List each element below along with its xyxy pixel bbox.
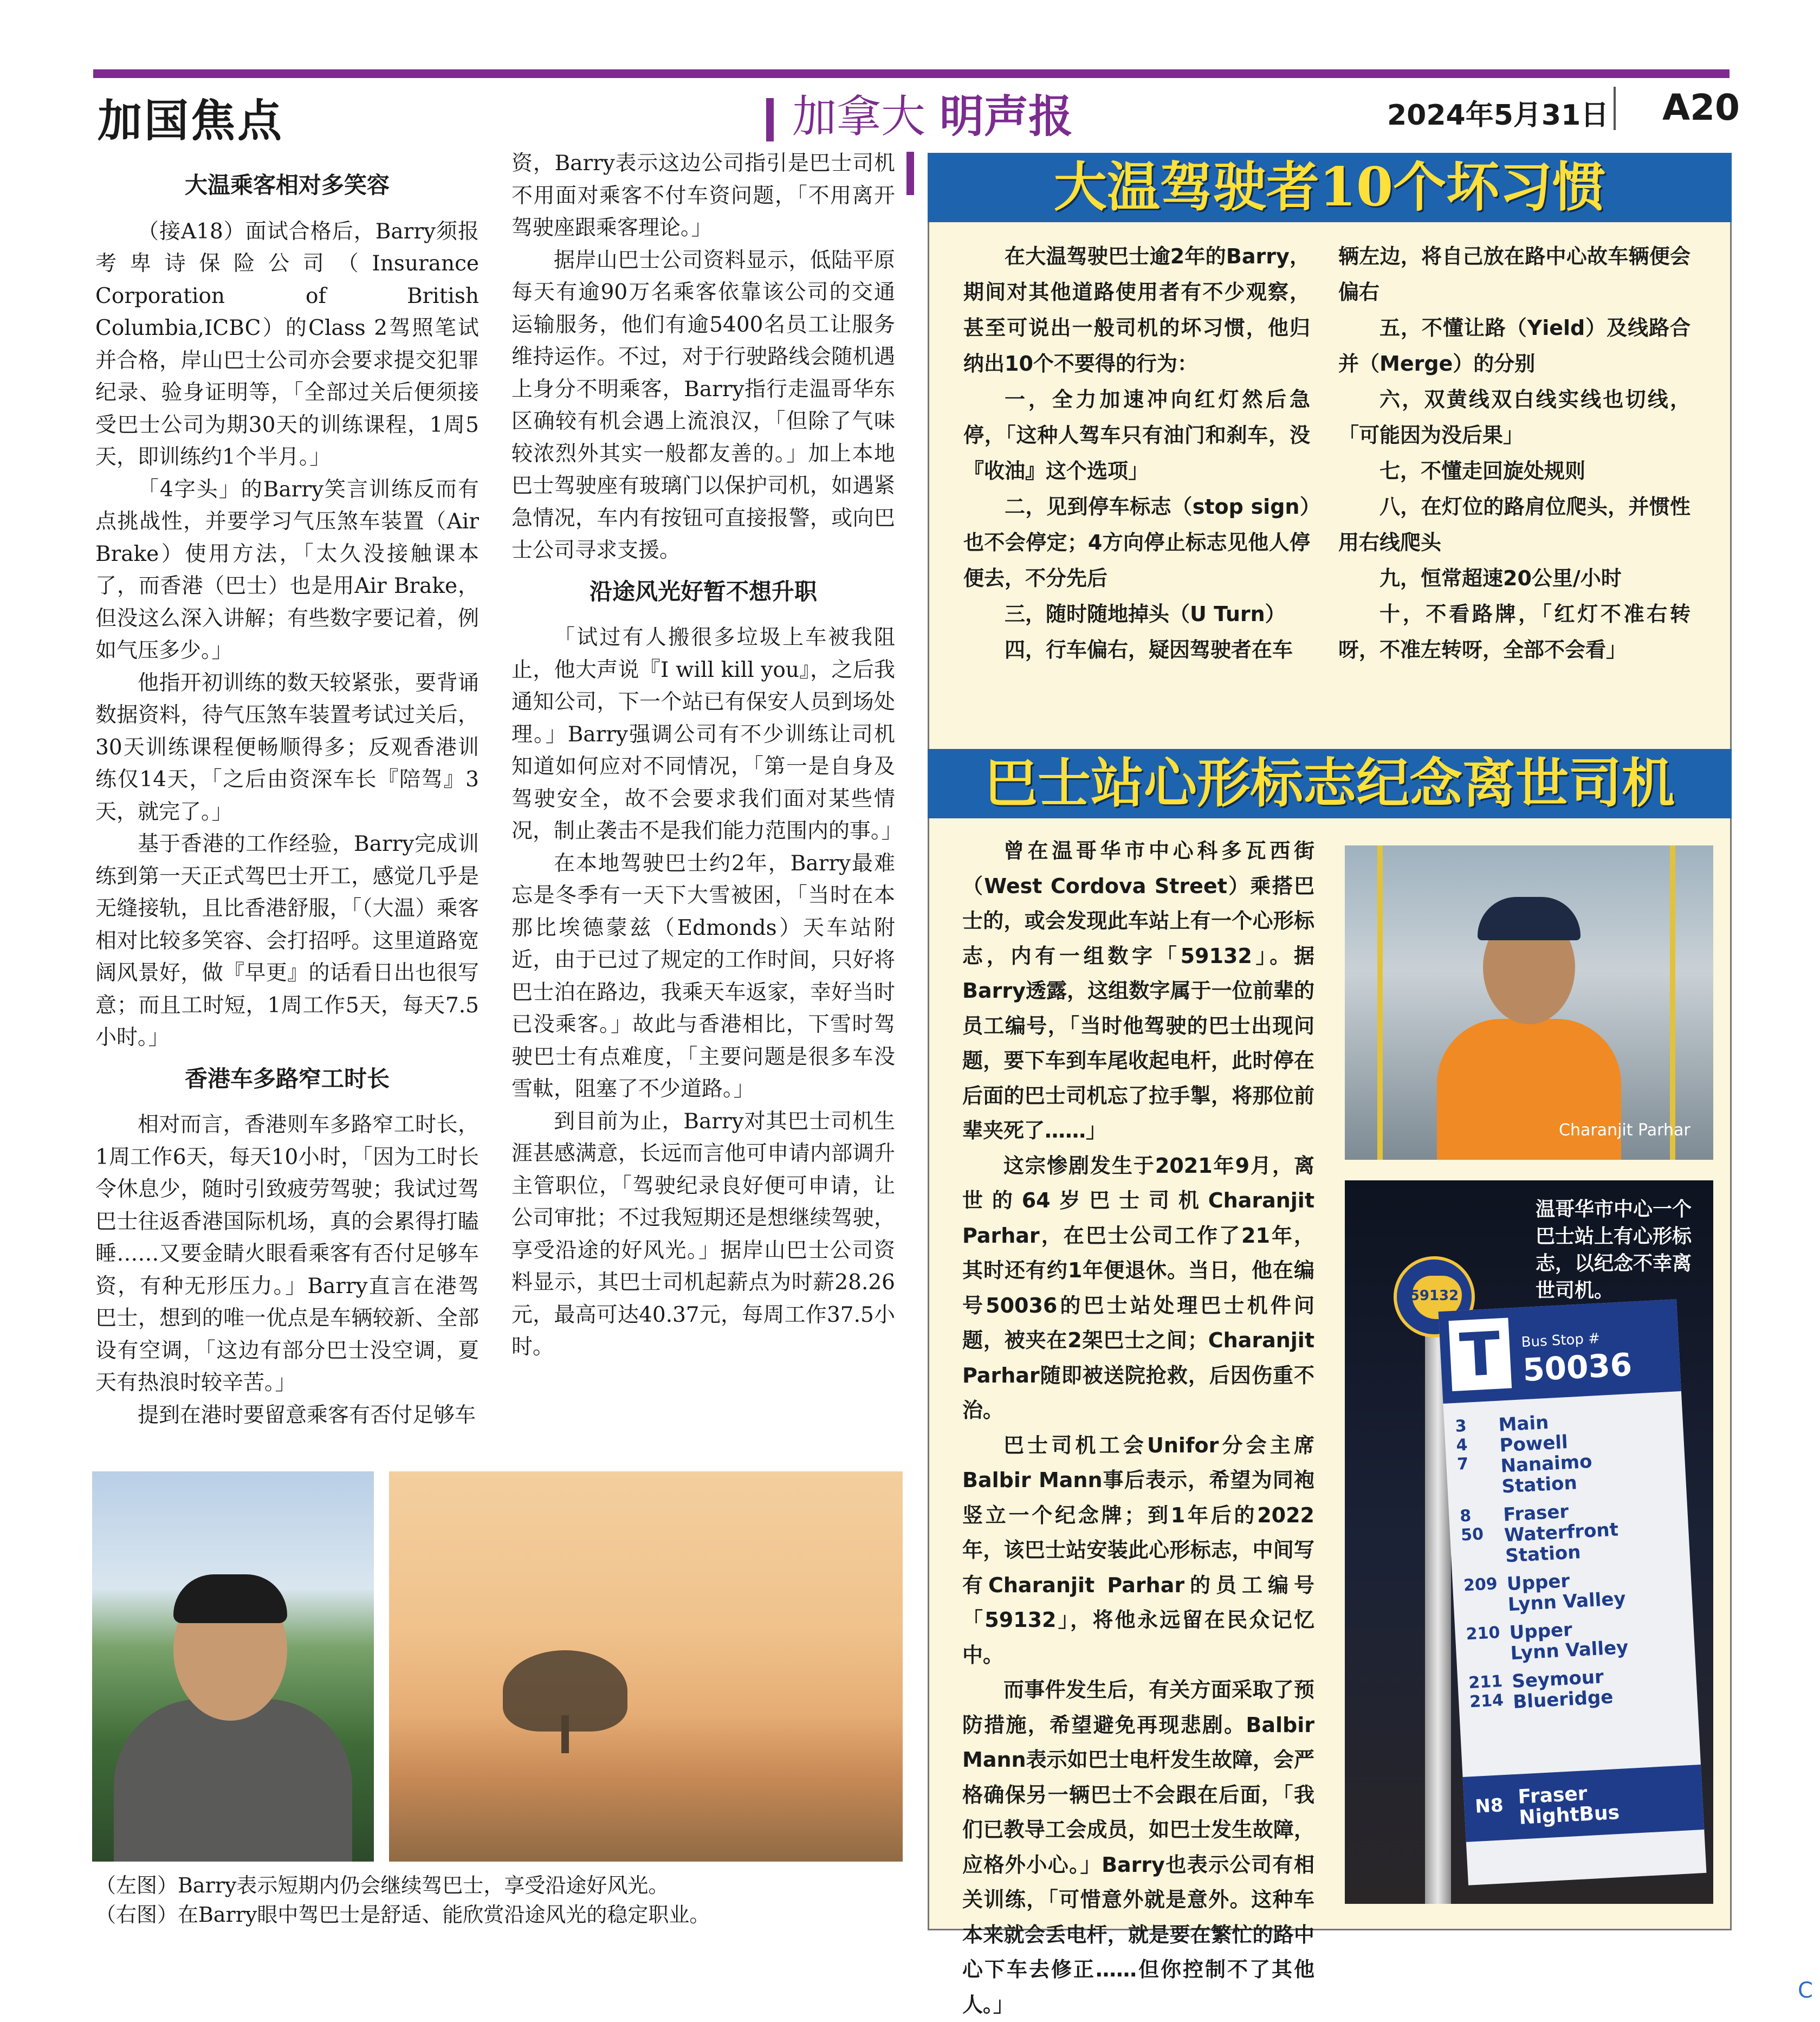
route-destination: Fraser NightBus (1517, 1782, 1621, 1829)
route-destination: Seymour Blueridge (1511, 1666, 1614, 1713)
photo-captions (95, 1871, 710, 1929)
paragraph: 巴士司机工会Unifor分会主席Balbir Mann事后表示，希望为同袍竖立一个纪念牌；到1年后的2022年，该巴士站安装此心形标志，中间写有Charanjit Parhar的员工编号「59132」，将他永远留在民众记忆中。 (962, 1433, 1314, 1667)
route-number: 3 4 7 (1454, 1416, 1469, 1474)
article-column-2 (511, 147, 903, 1364)
paragraph: 提到在港时要留意乘客有否付足够车 (138, 1403, 476, 1427)
barry-portrait-photo (92, 1471, 374, 1862)
route-destination: Fraser Waterfront Station (1502, 1501, 1619, 1567)
paragraph: 在本地驾驶巴士约2年，Barry最难忘是冬季有一天下大雪被困，「当时在本那比埃德蒙兹（Edmonds）天车站附近，由于已过了规定的工作时间，只好将巴士泊在路边，我乘天车返家，幸好当时已没乘客。」故此与香港相比，下雪时驾驶巴士有点难度，「主要问题是很多车没雪軚，阻塞了不少道路。」 (511, 851, 895, 1101)
paragraph: 在大温驾驶巴士逾2年的Barry，期间对其他道路使用者有不少观察，甚至可说出一般司机的坏习惯，他归纳出10个不要得的行为： (963, 244, 1310, 376)
route-row (1466, 1613, 1689, 1666)
article-column-1 (95, 160, 479, 1431)
date-divider (1614, 87, 1616, 130)
route-number: 211 214 (1468, 1671, 1504, 1712)
transit-logo: T (1448, 1318, 1512, 1392)
photo-figure-hair (173, 1574, 287, 1623)
route-number: 210 (1465, 1623, 1501, 1644)
subheading: 大温乘客相对多笑容 (184, 172, 390, 198)
memorial-article (962, 834, 1314, 2022)
bus-stop-sign-photo (1345, 1180, 1713, 1904)
memorial-headline: 巴士站心形标志纪念离世司机 (928, 749, 1732, 818)
paragraph: 四，行车偏右，疑因驾驶者在车 (1005, 638, 1293, 662)
paragraph: 他指开初训练的数天较紧张，要背诵数据资料，待气压煞车装置考试过关后，30天训练课程便畅顺得多；反观香港训练仅14天，「之后由资深车长『陪驾』3天，就完了。」 (95, 670, 479, 824)
photo-bus-pole (1377, 845, 1383, 1160)
photo-driver-cap (1478, 897, 1581, 940)
masthead-bar-right (906, 152, 914, 195)
paragraph: 七，不懂走回旋处规则 (1379, 459, 1586, 483)
habits-column-right (1338, 238, 1691, 668)
stop-number: 50036 (1521, 1346, 1633, 1389)
paragraph: 「4字头」的Barry笑言训练反而有点挑战性，并要学习气压煞车装置（Air Brake）使用方法，「太久没接触课本了，而香港（巴士）也是用Air Brake，但没这么深入讲解；有些数字要记着，例如气压多少。」 (95, 477, 479, 663)
route-number: 209 (1463, 1574, 1498, 1595)
issue-date: 2024年5月31日 (1387, 99, 1609, 132)
paragraph: 据岸山巴士公司资料显示，低陆平原每天有逾90万名乘客依靠该公司的交通运输服务，他们有逾5400名员工让服务维持运作。不过，对于行驶路线会随机遇上身分不明乘客，Barry指行走温哥华东区确较有机会遇上流浪汉，「但除了气味较浓烈外其实一般都友善的。」加上本地巴士驾驶座有玻璃门以保护司机，如遇紧急情况，车内有按钮可直接报警，或向巴士公司寻求支援。 (511, 248, 895, 563)
route-row (1463, 1565, 1687, 1617)
driver-portrait-photo (1345, 845, 1713, 1160)
route-row (1468, 1662, 1692, 1715)
paragraph: 曾在温哥华市中心科多瓦西街（West Cordova Street）乘搭巴士的，或会发现此车站上有一个心形标志，内有一组数字「59132」。据Barry透露，这组数字属于一位前辈的员工编号，「当时他驾驶的巴士出现问题，要下车到车尾收起电杆，此时停在后面的巴士司机忘了拉手掣，将那位前辈夹死了……」 (962, 839, 1314, 1142)
habits-column-left (963, 238, 1310, 668)
foggy-landscape-photo (389, 1471, 903, 1862)
top-rule (93, 69, 1730, 78)
masthead-paper-name: 明声报 (940, 91, 1073, 143)
habits-headline: 大温驾驶者10个坏习惯 (928, 153, 1732, 222)
stop-label: Bus Stop # (1520, 1330, 1601, 1351)
paragraph: 这宗惨剧发生于2021年9月，离世的64岁巴士司机Charanjit Parhar，在巴士公司工作了21年，其时还有约1年便退休。当日，他在编号50036的巴士站处理巴士机件问题，被夹在2架巴士之间；Charanjit Parhar随即被送院抢救，后因伤重不治。 (962, 1153, 1314, 1422)
paragraph: 五，不懂让路（Yield）及线路合并（Merge）的分别 (1338, 316, 1691, 376)
bus-stop-plate (1439, 1299, 1707, 1885)
photo-tree-trunk (561, 1715, 569, 1753)
section-title: 加国焦点 (98, 95, 284, 147)
route-number: 8 50 (1459, 1506, 1484, 1545)
caption-right: （右图）在Barry眼中驾巴士是舒适、能欣赏沿途风光的稳定职业。 (95, 1903, 710, 1927)
paragraph: 三，随时随地掉头（U Turn） (1005, 602, 1286, 626)
paragraph: 十，不看路牌，「红灯不准右转呀，不准左转呀，全部不会看」 (1338, 602, 1691, 662)
photo-credit: Charanjit Parhar (1559, 1121, 1691, 1140)
corner-mark: C (1798, 1978, 1813, 2003)
paragraph: 「试过有人搬很多垃圾上车被我阻止，他大声说『I will kill you』，之后我通知公司，下一个站已有保安人员到场处理。」Barry强调公司有不少训练让司机知道如何应对不同情况，「第一是自身及驾驶安全，故不会要求我们面对某些情况，制止袭击不是我们能力范围内的事。」 (511, 625, 903, 843)
route-row (1459, 1495, 1684, 1568)
route-list (1455, 1405, 1693, 1722)
paragraph: 而事件发生后，有关方面采取了预防措施，希望避免再现悲剧。Balbir Mann表示如巴士电杆发生故障，会严格确保另一辆巴士不会跟在后面，「我们已教导工会成员，如巴士发生故障，应格外小心。」Barry也表示公司有相关训练，「可惜意外就是意外。这种车本来就会丢电杆，就是要在繁忙的路中心下车去修正……但你控制不了其他人。」 (962, 1678, 1314, 2017)
heart-number: 59132 (1409, 1288, 1459, 1304)
route-destination: Main Powell Nanaimo Station (1498, 1411, 1593, 1498)
paragraph: 二，见到停车标志（stop sign）也不会停定；4方向停止标志见他人停便去，不分先后 (963, 495, 1310, 590)
photo-bus-pole (1670, 845, 1675, 1160)
paragraph: 八，在灯位的路肩位爬头，并惯性用右线爬头 (1338, 495, 1691, 554)
masthead-country: 加拿大 (792, 91, 925, 143)
photo-figure-body (114, 1699, 352, 1862)
paragraph: 六，双黄线双白线实线也切线，「可能因为没后果」 (1338, 387, 1691, 447)
route-destination: Upper Lynn Valley (1508, 1619, 1629, 1665)
subheading: 沿途风光好暂不想升职 (589, 578, 817, 605)
route-row (1455, 1405, 1681, 1499)
paragraph: 相对而言，香港则车多路窄工时长，1周工作6天，每天10小时，「因为工时长令休息少，随时引致疲劳驾驶；我试过驾巴士往返香港国际机场，真的会累得打瞌睡……又要金睛火眼看乘客有否付足够车资，有种无形压力。」Barry直言在港驾巴士，想到的唯一优点是车辆较新、全部设有空调，「这边有部分巴士没空调，夏天有热浪时较辛苦。」 (95, 1113, 479, 1395)
sign-photo-caption: 温哥华市中心一个巴士站上有心形标志，以纪念不幸离世司机。 (1536, 1198, 1692, 1302)
paragraph: 辆左边，将自己放在路中心故车辆便会偏右 (1338, 244, 1691, 304)
paragraph: 资，Barry表示这边公司指引是巴士司机不用面对乘客不付车资问题，「不用离开驾驶座跟乘客理论。」 (511, 151, 895, 240)
plate-header (1439, 1299, 1681, 1404)
masthead-bar-left (766, 98, 774, 141)
caption-left: （左图）Barry表示短期内仍会继续驾巴士，享受沿途好风光。 (95, 1874, 669, 1897)
route-number: N8 (1474, 1794, 1504, 1818)
paragraph: 基于香港的工作经验，Barry完成训练到第一天正式驾巴士开工，感觉几乎是无缝接轨，且比香港舒服，「（大温）乘客相对比较多笑容、会打招呼。这里道路宽阔风景好，做『早更』的话看日出也很写意；而且工时短，1周工作5天，每天7.5小时。」 (95, 832, 479, 1050)
night-bus-band (1463, 1765, 1705, 1842)
paragraph: 一，全力加速冲向红灯然后急停，「这种人驾车只有油门和刹车，没『收油』这个选项」 (963, 387, 1310, 483)
paragraph: 九，恒常超速20公里/小时 (1379, 566, 1622, 590)
paragraph: （接A18）面试合格后，Barry须报考卑诗保险公司（Insurance Corporation of British Columbia,ICBC）的Class 2驾照笔试并合格，岸山巴士公司亦会要求提交犯罪纪录、验身证明等，「全部过关后便须接受巴士公司为期30天的训练课程，1周5天，即训练约1个半月。」 (95, 219, 479, 469)
subheading: 香港车多路窄工时长 (184, 1065, 390, 1092)
page-number: A20 (1662, 87, 1740, 128)
paragraph: 到目前为止，Barry对其巴士司机生涯甚感满意，长远而言他可申请内部调升主管职位，「驾驶纪录良好便可申请，让公司审批；不过我短期还是想继续驾驶，享受沿途的好风光。」据岸山巴士公司资料显示，其巴士司机起薪点为时薪28.26元，最高可达40.37元，每周工作37.5小时。 (511, 1109, 895, 1359)
route-destination: Upper Lynn Valley (1506, 1570, 1627, 1616)
